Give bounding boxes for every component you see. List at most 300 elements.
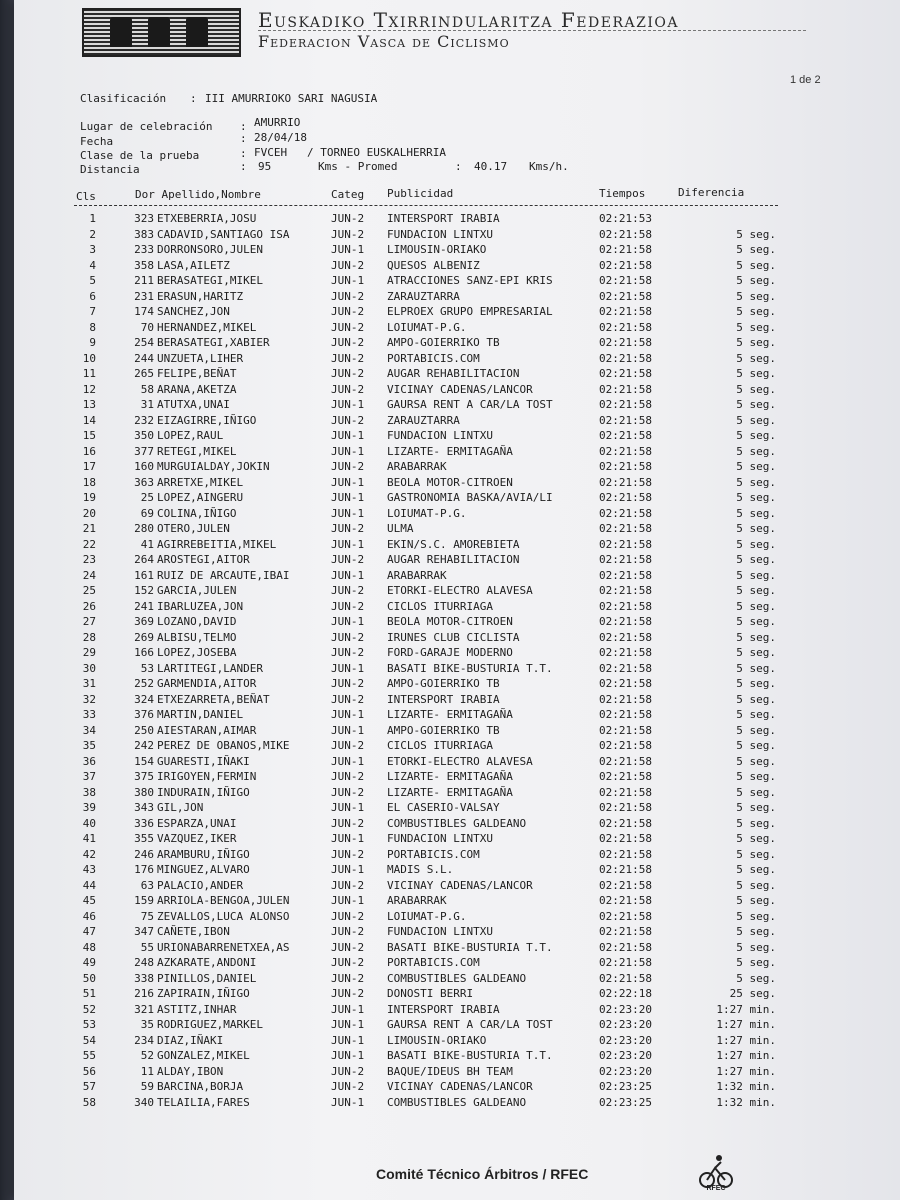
- cell-bib: 166: [134, 646, 154, 659]
- cell-rank: 19: [82, 491, 96, 504]
- colon: :: [240, 120, 247, 133]
- cell-bib: 154: [134, 754, 154, 768]
- table-row: [0, 755, 900, 771]
- cell-category: JUN-1: [331, 754, 365, 768]
- cell-time: 02:21:58: [599, 243, 652, 256]
- table-row: [0, 491, 900, 507]
- cell-time: 02:21:58: [599, 646, 652, 659]
- cell-category: JUN-2: [331, 785, 365, 799]
- table-row: [0, 336, 900, 352]
- cell-rank: 25: [82, 584, 96, 597]
- cell-team: CICLOS ITURRIAGA: [387, 739, 493, 752]
- cell-category: JUN-1: [331, 1018, 365, 1031]
- classification-value: III AMURRIOKO SARI NAGUSIA: [205, 92, 378, 105]
- cell-rider-name: EIZAGIRRE,IÑIGO: [157, 413, 257, 427]
- cell-team: FUNDACION LINTXU: [387, 227, 493, 241]
- cell-time: 02:21:58: [599, 971, 652, 985]
- cell-gap: 5 seg.: [736, 646, 776, 659]
- table-row: [0, 894, 900, 910]
- cell-time: 02:21:58: [599, 956, 652, 969]
- cell-category: JUN-2: [331, 816, 365, 830]
- cell-team: INTERSPORT IRABIA: [387, 692, 500, 706]
- cell-gap: 25 seg.: [729, 987, 776, 1000]
- table-row: [0, 987, 900, 1003]
- cell-category: JUN-1: [331, 506, 365, 520]
- cell-bib: 350: [134, 429, 154, 442]
- cell-bib: 211: [134, 274, 154, 287]
- cell-time: 02:21:58: [599, 940, 652, 954]
- cell-rank: 23: [82, 553, 96, 566]
- cell-rider-name: DIAZ,IÑAKI: [157, 1033, 224, 1047]
- col-categ: Categ: [331, 188, 365, 201]
- cell-time: 02:21:58: [599, 739, 652, 752]
- cell-rank: 21: [82, 522, 96, 535]
- distance-label: Distancia: [80, 163, 140, 176]
- cell-bib: 234: [134, 1033, 154, 1047]
- table-row: [0, 801, 900, 817]
- cell-time: 02:21:58: [599, 289, 652, 303]
- cell-bib: 161: [134, 568, 154, 582]
- table-row: [0, 879, 900, 895]
- cell-rank: 5: [89, 274, 96, 287]
- cell-rider-name: OTERO,JULEN: [157, 522, 230, 535]
- cell-rank: 53: [82, 1018, 96, 1031]
- cell-time: 02:21:58: [599, 909, 652, 923]
- cell-time: 02:21:58: [599, 677, 652, 690]
- cell-gap: 5 seg.: [736, 801, 776, 814]
- table-row: [0, 631, 900, 647]
- cell-bib: 347: [134, 925, 154, 938]
- cell-rank: 11: [82, 367, 96, 380]
- cell-rider-name: LOPEZ,RAUL: [157, 429, 224, 442]
- colon: :: [190, 92, 197, 105]
- cell-category: JUN-2: [331, 460, 365, 473]
- table-row: [0, 739, 900, 755]
- place-label: Lugar de celebración: [80, 120, 213, 133]
- cell-gap: 5 seg.: [736, 630, 776, 644]
- cell-category: JUN-2: [331, 739, 365, 752]
- table-row: [0, 507, 900, 523]
- cell-rank: 38: [82, 785, 96, 799]
- cell-rank: 34: [82, 723, 96, 737]
- cell-gap: 5 seg.: [736, 444, 776, 458]
- cell-category: JUN-1: [331, 723, 365, 737]
- cell-gap: 1:27 min.: [716, 1064, 776, 1078]
- cell-rank: 2: [89, 227, 96, 241]
- cell-bib: 248: [134, 956, 154, 969]
- table-row: [0, 584, 900, 600]
- cell-rank: 9: [89, 336, 96, 349]
- cell-time: 02:21:58: [599, 460, 652, 473]
- cell-gap: 5 seg.: [736, 258, 776, 272]
- cell-time: 02:22:18: [599, 987, 652, 1000]
- cell-rank: 54: [82, 1033, 96, 1047]
- cell-bib: 31: [140, 398, 154, 411]
- cell-rider-name: INDURAIN,IÑIGO: [157, 785, 250, 799]
- table-row: [0, 817, 900, 833]
- cell-category: JUN-1: [331, 1033, 365, 1047]
- table-row: [0, 832, 900, 848]
- cell-rider-name: AIESTARAN,AIMAR: [157, 723, 257, 737]
- cell-team: FUNDACION LINTXU: [387, 925, 493, 938]
- logo-figure: [110, 17, 132, 47]
- cell-team: DONOSTI BERRI: [387, 987, 474, 1000]
- table-row: [0, 553, 900, 569]
- cell-time: 02:21:58: [599, 320, 652, 334]
- cell-time: 02:21:58: [599, 723, 652, 737]
- cell-rank: 29: [82, 646, 96, 659]
- cell-bib: 41: [140, 537, 154, 551]
- cell-team: ETORKI-ELECTRO ALAVESA: [387, 584, 533, 597]
- cell-bib: 358: [134, 258, 154, 272]
- cell-bib: 53: [140, 661, 154, 675]
- cell-time: 02:21:58: [599, 925, 652, 938]
- cell-bib: 70: [140, 320, 154, 334]
- table-row: [0, 600, 900, 616]
- cell-gap: 5 seg.: [736, 940, 776, 954]
- cell-rider-name: GONZALEZ,MIKEL: [157, 1049, 250, 1062]
- cell-gap: 5 seg.: [736, 274, 776, 287]
- cell-category: JUN-2: [331, 956, 365, 969]
- speed-value: 40.17: [474, 160, 508, 173]
- cell-gap: 5 seg.: [736, 661, 776, 675]
- table-row: [0, 786, 900, 802]
- cell-category: JUN-2: [331, 522, 365, 535]
- cell-category: JUN-1: [331, 568, 365, 582]
- colon: :: [240, 132, 247, 145]
- cell-team: ARABARRAK: [387, 568, 447, 582]
- cell-bib: 254: [134, 336, 154, 349]
- cell-rider-name: RODRIGUEZ,MARKEL: [157, 1018, 263, 1031]
- cell-bib: 246: [134, 847, 154, 861]
- cell-gap: 5 seg.: [736, 739, 776, 752]
- cell-gap: 5 seg.: [736, 692, 776, 706]
- cell-rider-name: GIL,JON: [157, 801, 204, 814]
- table-row: [0, 615, 900, 631]
- cell-rider-name: LASA,AILETZ: [157, 258, 230, 272]
- cell-time: 02:21:58: [599, 584, 652, 597]
- table-row: [0, 1018, 900, 1034]
- cell-team: EL CASERIO-VALSAY: [387, 801, 500, 814]
- cell-team: LOIUMAT-P.G.: [387, 320, 467, 334]
- cell-gap: 5 seg.: [736, 289, 776, 303]
- cell-team: BASATI BIKE-BUSTURIA T.T.: [387, 940, 553, 954]
- cell-rank: 43: [82, 863, 96, 876]
- type-value: FVCEH / TORNEO EUSKALHERRIA: [254, 146, 447, 159]
- cell-category: JUN-2: [331, 584, 365, 597]
- cell-team: LIZARTE- ERMITAGAÑA: [387, 785, 513, 799]
- table-row: [0, 476, 900, 492]
- cell-category: JUN-1: [331, 491, 365, 504]
- cell-gap: 5 seg.: [736, 243, 776, 256]
- cell-rider-name: ZAPIRAIN,IÑIGO: [157, 987, 250, 1000]
- cell-rank: 45: [82, 894, 96, 907]
- cell-bib: 231: [134, 289, 154, 303]
- table-row: [0, 569, 900, 585]
- cell-team: BASATI BIKE-BUSTURIA T.T.: [387, 1049, 553, 1062]
- cell-team: ZARAUZTARRA: [387, 289, 460, 303]
- cell-team: COMBUSTIBLES GALDEANO: [387, 816, 527, 830]
- table-row: [0, 243, 900, 259]
- cell-time: 02:21:58: [599, 661, 652, 675]
- cell-team: ULMA: [387, 522, 414, 535]
- cell-category: JUN-1: [331, 801, 365, 814]
- cell-rider-name: GARCIA,JULEN: [157, 584, 237, 597]
- cell-rider-name: AGIRREBEITIA,MIKEL: [157, 537, 277, 551]
- cell-team: AMPO-GOIERRIKO TB: [387, 336, 500, 349]
- cell-time: 02:21:58: [599, 413, 652, 427]
- cell-team: BASATI BIKE-BUSTURIA T.T.: [387, 661, 553, 675]
- cell-time: 02:21:58: [599, 785, 652, 799]
- cell-gap: 5 seg.: [736, 320, 776, 334]
- cell-gap: 5 seg.: [736, 227, 776, 241]
- cell-team: ELPROEX GRUPO EMPRESARIAL: [387, 305, 553, 318]
- cell-rider-name: MURGUIALDAY,JOKIN: [157, 460, 270, 473]
- cell-rider-name: ARRETXE,MIKEL: [157, 475, 244, 489]
- cell-bib: 355: [134, 832, 154, 845]
- cell-rider-name: IBARLUZEA,JON: [157, 599, 244, 613]
- cell-rider-name: BARCINA,BORJA: [157, 1080, 244, 1093]
- cell-gap: 5 seg.: [736, 816, 776, 830]
- cell-category: JUN-2: [331, 305, 365, 318]
- table-row: [0, 228, 900, 244]
- cell-team: ARABARRAK: [387, 894, 447, 907]
- cell-category: JUN-2: [331, 367, 365, 380]
- cell-team: FUNDACION LINTXU: [387, 832, 493, 845]
- cell-team: BEOLA MOTOR-CITROEN: [387, 615, 513, 628]
- cell-category: JUN-2: [331, 940, 365, 954]
- cell-time: 02:21:58: [599, 847, 652, 861]
- cell-rank: 24: [82, 568, 96, 582]
- cell-rider-name: ETXEZARRETA,BEÑAT: [157, 692, 270, 706]
- cell-rider-name: ETXEBERRIA,JOSU: [157, 212, 257, 225]
- cell-team: PORTABICIS.COM: [387, 351, 480, 365]
- cell-time: 02:21:58: [599, 305, 652, 318]
- cell-team: GAURSA RENT A CAR/LA TOST: [387, 1018, 553, 1031]
- table-row: [0, 321, 900, 337]
- cell-time: 02:21:53: [599, 212, 652, 225]
- cell-bib: 338: [134, 971, 154, 985]
- cell-bib: 55: [140, 940, 154, 954]
- table-row: [0, 305, 900, 321]
- cell-time: 02:23:25: [599, 1095, 652, 1109]
- cell-bib: 324: [134, 692, 154, 706]
- cell-team: FORD-GARAJE MODERNO: [387, 646, 513, 659]
- col-cls: Cls: [76, 190, 96, 203]
- cell-rider-name: TELAILIA,FARES: [157, 1095, 250, 1109]
- cell-rank: 46: [82, 909, 96, 923]
- table-row: [0, 290, 900, 306]
- cell-time: 02:21:58: [599, 258, 652, 272]
- cell-category: JUN-2: [331, 413, 365, 427]
- cell-gap: 1:27 min.: [716, 1018, 776, 1031]
- table-row: [0, 693, 900, 709]
- cell-rider-name: IRIGOYEN,FERMIN: [157, 770, 257, 783]
- cell-bib: 369: [134, 615, 154, 628]
- table-row: [0, 274, 900, 290]
- table-row: [0, 1065, 900, 1081]
- cell-gap: 1:32 min.: [716, 1095, 776, 1109]
- cell-gap: 5 seg.: [736, 382, 776, 396]
- cell-rider-name: FELIPE,BEÑAT: [157, 367, 237, 380]
- cell-time: 02:21:58: [599, 801, 652, 814]
- cell-category: JUN-2: [331, 909, 365, 923]
- cell-time: 02:21:58: [599, 336, 652, 349]
- cell-gap: 5 seg.: [736, 351, 776, 365]
- speed-unit: Kms/h.: [529, 160, 569, 173]
- cell-gap: 5 seg.: [736, 677, 776, 690]
- cell-team: AMPO-GOIERRIKO TB: [387, 723, 500, 737]
- cell-category: JUN-1: [331, 1095, 365, 1109]
- cell-team: ZARAUZTARRA: [387, 413, 460, 427]
- cell-category: JUN-2: [331, 987, 365, 1000]
- table-row: [0, 414, 900, 430]
- cell-rider-name: LOZANO,DAVID: [157, 615, 237, 628]
- table-row: [0, 910, 900, 926]
- cell-bib: 159: [134, 894, 154, 907]
- cell-category: JUN-2: [331, 971, 365, 985]
- cell-time: 02:21:58: [599, 274, 652, 287]
- cell-time: 02:23:20: [599, 1033, 652, 1047]
- cell-rider-name: ESPARZA,UNAI: [157, 816, 237, 830]
- cell-category: JUN-2: [331, 630, 365, 644]
- cell-time: 02:21:58: [599, 863, 652, 876]
- cell-team: COMBUSTIBLES GALDEANO: [387, 971, 527, 985]
- cell-gap: 5 seg.: [736, 506, 776, 520]
- cell-rider-name: URIONABARRENETXEA,AS: [157, 940, 290, 954]
- cell-rank: 58: [82, 1095, 96, 1109]
- cell-category: JUN-2: [331, 847, 365, 861]
- cell-rider-name: ATUTXA,UNAI: [157, 398, 230, 411]
- cell-time: 02:21:58: [599, 491, 652, 504]
- cell-bib: 25: [140, 491, 154, 504]
- cell-time: 02:21:58: [599, 227, 652, 241]
- table-row: [0, 646, 900, 662]
- cell-team: PORTABICIS.COM: [387, 847, 480, 861]
- cell-team: AUGAR REHABILITACION: [387, 367, 520, 380]
- cell-rank: 32: [82, 692, 96, 706]
- table-row: [0, 1049, 900, 1065]
- cell-gap: 5 seg.: [736, 832, 776, 845]
- table-row: [0, 1080, 900, 1096]
- table-row: [0, 1096, 900, 1112]
- cell-gap: 5 seg.: [736, 770, 776, 783]
- cell-rider-name: COLINA,IÑIGO: [157, 506, 237, 520]
- cell-time: 02:21:58: [599, 475, 652, 489]
- cell-rider-name: ERASUN,HARITZ: [157, 289, 244, 303]
- cell-team: IRUNES CLUB CICLISTA: [387, 630, 520, 644]
- cell-gap: 5 seg.: [736, 847, 776, 861]
- cell-category: JUN-2: [331, 553, 365, 566]
- cell-category: JUN-2: [331, 677, 365, 690]
- cell-gap: 5 seg.: [736, 909, 776, 923]
- distance-unit: Kms - Promed: [318, 160, 398, 173]
- cell-bib: 241: [134, 599, 154, 613]
- cell-bib: 380: [134, 785, 154, 799]
- cell-time: 02:21:58: [599, 878, 652, 892]
- table-row: [0, 662, 900, 678]
- cell-gap: 5 seg.: [736, 491, 776, 504]
- cell-gap: 5 seg.: [736, 878, 776, 892]
- cell-rank: 8: [89, 320, 96, 334]
- logo-figure: [186, 17, 208, 47]
- cell-rank: 47: [82, 925, 96, 938]
- cell-bib: 383: [134, 227, 154, 241]
- cell-rank: 18: [82, 475, 96, 489]
- cell-gap: 1:27 min.: [716, 1033, 776, 1047]
- cell-gap: 5 seg.: [736, 863, 776, 876]
- cell-category: JUN-1: [331, 708, 365, 721]
- cell-rank: 28: [82, 630, 96, 644]
- cell-rank: 3: [89, 243, 96, 256]
- cell-team: COMBUSTIBLES GALDEANO: [387, 1095, 527, 1109]
- cell-category: JUN-1: [331, 243, 365, 256]
- cell-bib: 176: [134, 863, 154, 876]
- distance-value: 95: [258, 160, 272, 173]
- cell-category: JUN-2: [331, 646, 365, 659]
- cell-team: INTERSPORT IRABIA: [387, 1002, 500, 1016]
- federation-name-spanish: Federacion Vasca de Ciclismo: [258, 32, 510, 51]
- cell-rank: 52: [82, 1002, 96, 1016]
- cell-team: ARABARRAK: [387, 460, 447, 473]
- cell-category: JUN-2: [331, 382, 365, 396]
- cell-gap: 5 seg.: [736, 537, 776, 551]
- colon: :: [455, 160, 462, 173]
- cell-gap: 5 seg.: [736, 522, 776, 535]
- table-row: [0, 383, 900, 399]
- cell-category: JUN-2: [331, 289, 365, 303]
- cell-bib: 52: [140, 1049, 154, 1062]
- table-row: [0, 848, 900, 864]
- cell-bib: 160: [134, 460, 154, 473]
- cell-time: 02:21:58: [599, 537, 652, 551]
- page-number: 1 de 2: [790, 74, 821, 86]
- cell-category: JUN-1: [331, 615, 365, 628]
- classification-label: Clasificación: [80, 92, 167, 105]
- cell-time: 02:21:58: [599, 692, 652, 706]
- cell-rank: 55: [82, 1049, 96, 1062]
- cell-rider-name: LOPEZ,AINGERU: [157, 491, 244, 504]
- cell-gap: 5 seg.: [736, 398, 776, 411]
- cell-rider-name: PEREZ DE OBANOS,MIKE: [157, 739, 290, 752]
- cell-gap: 1:32 min.: [716, 1080, 776, 1093]
- cell-team: BEOLA MOTOR-CITROEN: [387, 475, 513, 489]
- cell-bib: 363: [134, 475, 154, 489]
- cell-bib: 11: [140, 1064, 154, 1078]
- cell-rider-name: ARRIOLA-BENGOA,JULEN: [157, 894, 290, 907]
- cell-rank: 49: [82, 956, 96, 969]
- cell-category: JUN-2: [331, 227, 365, 241]
- cell-category: JUN-1: [331, 1049, 365, 1062]
- cell-team: AMPO-GOIERRIKO TB: [387, 677, 500, 690]
- cell-category: JUN-2: [331, 258, 365, 272]
- cell-rider-name: HERNANDEZ,MIKEL: [157, 320, 257, 334]
- cell-gap: 5 seg.: [736, 971, 776, 985]
- cell-category: JUN-2: [331, 1064, 365, 1078]
- cell-bib: 377: [134, 444, 154, 458]
- cell-rider-name: RUIZ DE ARCAUTE,IBAI: [157, 568, 290, 582]
- cell-bib: 63: [140, 878, 154, 892]
- col-dor-name: Dor Apellido,Nombre: [135, 188, 261, 201]
- cell-rider-name: VAZQUEZ,IKER: [157, 832, 237, 845]
- cell-time: 02:23:20: [599, 1002, 652, 1016]
- cell-bib: 264: [134, 553, 154, 566]
- cell-bib: 58: [140, 382, 154, 396]
- date-value: 28/04/18: [254, 131, 307, 144]
- cell-rank: 37: [82, 770, 96, 783]
- cell-bib: 244: [134, 351, 154, 365]
- table-row: [0, 724, 900, 740]
